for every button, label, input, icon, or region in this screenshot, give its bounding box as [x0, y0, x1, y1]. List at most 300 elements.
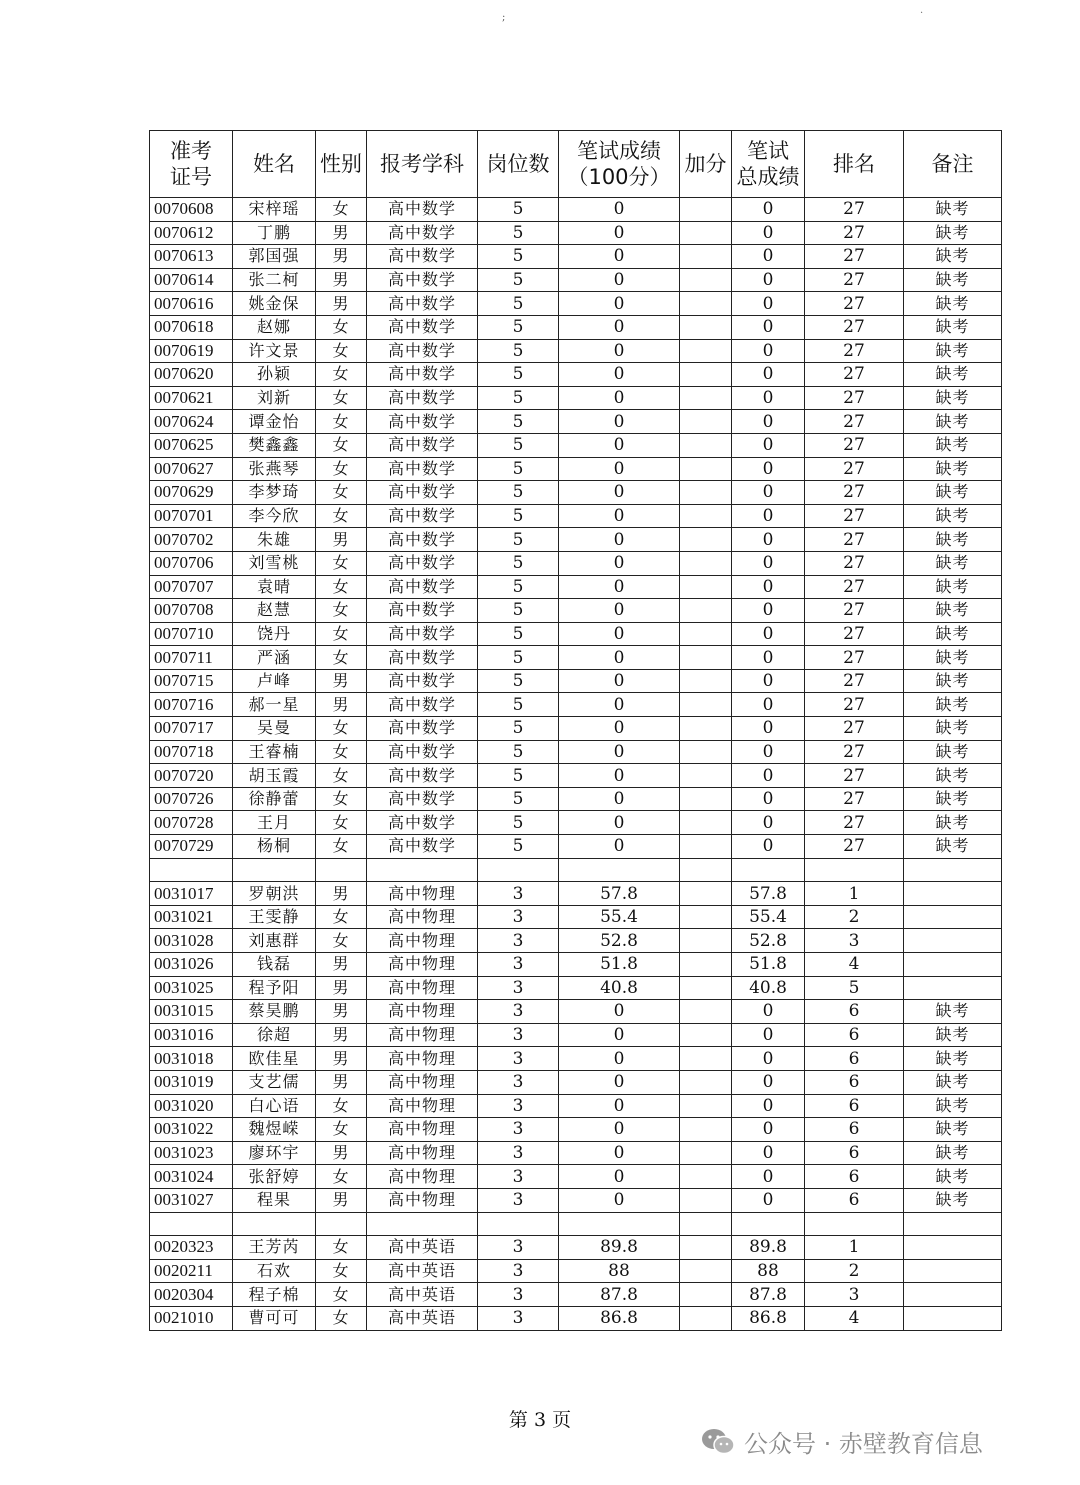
positions-cell: 5: [478, 363, 559, 387]
total-score-cell: 0: [732, 1094, 805, 1118]
subject-cell: 高中数学: [367, 245, 478, 269]
exam-id-cell: [150, 858, 233, 882]
subject-cell: 高中数学: [367, 622, 478, 646]
gender-cell: 女: [316, 457, 367, 481]
gender-cell: 女: [316, 1306, 367, 1330]
written-score-cell: 0: [559, 1188, 680, 1212]
col-name-header: 姓名: [233, 131, 316, 198]
bonus-cell: [680, 622, 732, 646]
rank-cell: 3: [805, 1283, 904, 1307]
candidate-name-cell: 廖环宇: [233, 1141, 316, 1165]
subject-cell: 高中数学: [367, 575, 478, 599]
rank-cell: 27: [805, 457, 904, 481]
written-score-cell: 0: [559, 1000, 680, 1024]
remark-cell: 缺考: [904, 363, 1002, 387]
table-row: [150, 198, 1002, 222]
table-row: [150, 1141, 1002, 1165]
remark-cell: 缺考: [904, 575, 1002, 599]
subject-cell: 高中数学: [367, 481, 478, 505]
bonus-cell: [680, 1141, 732, 1165]
remark-cell: 缺考: [904, 1070, 1002, 1094]
written-score-cell: 0: [559, 693, 680, 717]
table-row: [150, 410, 1002, 434]
gender-cell: 男: [316, 245, 367, 269]
remark-cell: 缺考: [904, 693, 1002, 717]
bonus-cell: [680, 292, 732, 316]
remark-cell: 缺考: [904, 315, 1002, 339]
exam-id-cell: 0070613: [150, 245, 233, 269]
gender-cell: 女: [316, 198, 367, 222]
exam-id-cell: 0070614: [150, 268, 233, 292]
col-subject-header: 报考学科: [367, 131, 478, 198]
rank-cell: 27: [805, 198, 904, 222]
total-score-cell: [732, 858, 805, 882]
rank-cell: 27: [805, 363, 904, 387]
remark-cell: [904, 1283, 1002, 1307]
gender-cell: 男: [316, 1047, 367, 1071]
written-score-cell: 0: [559, 481, 680, 505]
total-score-cell: 0: [732, 433, 805, 457]
exam-id-cell: 0070612: [150, 221, 233, 245]
candidate-name-cell: 饶丹: [233, 622, 316, 646]
positions-cell: 5: [478, 575, 559, 599]
gender-cell: 女: [316, 410, 367, 434]
table-row: [150, 669, 1002, 693]
positions-cell: 5: [478, 481, 559, 505]
rank-cell: 27: [805, 410, 904, 434]
positions-cell: 5: [478, 339, 559, 363]
bonus-cell: [680, 268, 732, 292]
subject-cell: 高中物理: [367, 1094, 478, 1118]
exam-id-cell: 0031021: [150, 905, 233, 929]
exam-id-cell: 0031019: [150, 1070, 233, 1094]
positions-cell: 3: [478, 1236, 559, 1260]
remark-cell: 缺考: [904, 221, 1002, 245]
positions-cell: 5: [478, 740, 559, 764]
gender-cell: 男: [316, 1141, 367, 1165]
table-row: [150, 1306, 1002, 1330]
bonus-cell: [680, 953, 732, 977]
table-row: [150, 292, 1002, 316]
gender-cell: 女: [316, 481, 367, 505]
gender-cell: 男: [316, 1070, 367, 1094]
positions-cell: 3: [478, 953, 559, 977]
table-row: [150, 622, 1002, 646]
subject-cell: 高中数学: [367, 551, 478, 575]
subject-cell: 高中数学: [367, 646, 478, 670]
table-row: [150, 740, 1002, 764]
subject-cell: 高中物理: [367, 929, 478, 953]
rank-cell: 27: [805, 528, 904, 552]
exam-id-cell: 0070726: [150, 787, 233, 811]
remark-cell: 缺考: [904, 292, 1002, 316]
table-row: [150, 504, 1002, 528]
positions-cell: 5: [478, 693, 559, 717]
gender-cell: 女: [316, 905, 367, 929]
gender-cell: 女: [316, 717, 367, 741]
positions-cell: 5: [478, 528, 559, 552]
remark-cell: 缺考: [904, 1141, 1002, 1165]
candidate-name-cell: 卢峰: [233, 669, 316, 693]
candidate-name-cell: 徐静蕾: [233, 787, 316, 811]
candidate-name-cell: 欧佳星: [233, 1047, 316, 1071]
gender-cell: 男: [316, 292, 367, 316]
subject-cell: 高中英语: [367, 1236, 478, 1260]
exam-id-cell: 0070708: [150, 599, 233, 623]
bonus-cell: [680, 1118, 732, 1142]
bonus-cell: [680, 504, 732, 528]
table-row: [150, 717, 1002, 741]
candidate-name-cell: 王睿楠: [233, 740, 316, 764]
table-row: [150, 551, 1002, 575]
watermark-text: 公众号 · 赤壁教育信息: [744, 1430, 983, 1458]
written-score-cell: 0: [559, 292, 680, 316]
candidate-name-cell: 朱雄: [233, 528, 316, 552]
bonus-cell: [680, 551, 732, 575]
written-score-cell: 0: [559, 504, 680, 528]
subject-cell: 高中物理: [367, 1047, 478, 1071]
rank-cell: 27: [805, 386, 904, 410]
subject-cell: 高中数学: [367, 835, 478, 859]
gender-cell: 女: [316, 1165, 367, 1189]
table-row: [150, 1023, 1002, 1047]
remark-cell: [904, 1259, 1002, 1283]
bonus-cell: [680, 363, 732, 387]
gender-cell: 女: [316, 764, 367, 788]
gender-cell: 男: [316, 1188, 367, 1212]
total-score-cell: 0: [732, 1000, 805, 1024]
candidate-name-cell: 张二柯: [233, 268, 316, 292]
table-row: [150, 433, 1002, 457]
positions-cell: 5: [478, 221, 559, 245]
bonus-cell: [680, 221, 732, 245]
total-score-cell: 57.8: [732, 882, 805, 906]
exam-id-cell: 0031028: [150, 929, 233, 953]
table-row: [150, 1188, 1002, 1212]
remark-cell: 缺考: [904, 528, 1002, 552]
written-score-cell: 0: [559, 764, 680, 788]
rank-cell: 6: [805, 1047, 904, 1071]
gender-cell: 男: [316, 953, 367, 977]
remark-cell: 缺考: [904, 410, 1002, 434]
exam-id-cell: 0031018: [150, 1047, 233, 1071]
remark-cell: 缺考: [904, 481, 1002, 505]
col-gender-header: 性别: [316, 131, 367, 198]
candidate-name-cell: 许文景: [233, 339, 316, 363]
positions-cell: 3: [478, 1306, 559, 1330]
total-score-cell: 89.8: [732, 1236, 805, 1260]
table-body: [150, 198, 1002, 1331]
positions-cell: 5: [478, 811, 559, 835]
bonus-cell: [680, 835, 732, 859]
gender-cell: 女: [316, 1118, 367, 1142]
rank-cell: 27: [805, 693, 904, 717]
exam-id-cell: 0070629: [150, 481, 233, 505]
table-row: [150, 1000, 1002, 1024]
written-score-cell: 0: [559, 1118, 680, 1142]
remark-cell: [904, 882, 1002, 906]
rank-cell: 2: [805, 1259, 904, 1283]
exam-id-cell: 0070707: [150, 575, 233, 599]
total-score-cell: 0: [732, 268, 805, 292]
exam-id-cell: 0031015: [150, 1000, 233, 1024]
bonus-cell: [680, 1094, 732, 1118]
table-row: [150, 835, 1002, 859]
bonus-cell: [680, 599, 732, 623]
rank-cell: 4: [805, 953, 904, 977]
exam-id-cell: 0070701: [150, 504, 233, 528]
total-score-cell: 0: [732, 1141, 805, 1165]
separator-row: [150, 858, 1002, 882]
total-score-cell: 0: [732, 245, 805, 269]
written-score-cell: 0: [559, 1141, 680, 1165]
positions-cell: 3: [478, 1188, 559, 1212]
total-score-cell: 0: [732, 622, 805, 646]
rank-cell: 27: [805, 646, 904, 670]
bonus-cell: [680, 740, 732, 764]
subject-cell: 高中数学: [367, 292, 478, 316]
positions-cell: 3: [478, 976, 559, 1000]
candidate-name-cell: 赵慧: [233, 599, 316, 623]
candidate-name-cell: 袁晴: [233, 575, 316, 599]
remark-cell: 缺考: [904, 457, 1002, 481]
total-score-cell: [732, 1212, 805, 1236]
bonus-cell: [680, 929, 732, 953]
positions-cell: 3: [478, 1259, 559, 1283]
candidate-name-cell: 魏煜嵘: [233, 1118, 316, 1142]
written-score-cell: 0: [559, 1023, 680, 1047]
total-score-cell: 88: [732, 1259, 805, 1283]
bonus-cell: [680, 717, 732, 741]
table-row: [150, 315, 1002, 339]
bonus-cell: [680, 1283, 732, 1307]
candidate-name-cell: [233, 858, 316, 882]
total-score-cell: 0: [732, 1165, 805, 1189]
remark-cell: [904, 929, 1002, 953]
exam-id-cell: 0031026: [150, 953, 233, 977]
subject-cell: 高中数学: [367, 504, 478, 528]
remark-cell: 缺考: [904, 622, 1002, 646]
table-row: [150, 221, 1002, 245]
candidate-name-cell: 王月: [233, 811, 316, 835]
positions-cell: 5: [478, 551, 559, 575]
bonus-cell: [680, 905, 732, 929]
bonus-cell: [680, 787, 732, 811]
subject-cell: 高中物理: [367, 953, 478, 977]
total-score-cell: 0: [732, 1070, 805, 1094]
table-row: [150, 363, 1002, 387]
candidate-name-cell: 樊鑫鑫: [233, 433, 316, 457]
total-score-cell: 0: [732, 787, 805, 811]
exam-id-cell: 0070618: [150, 315, 233, 339]
bonus-cell: [680, 1236, 732, 1260]
total-score-cell: 0: [732, 1118, 805, 1142]
gender-cell: 男: [316, 528, 367, 552]
bonus-cell: [680, 976, 732, 1000]
candidate-name-cell: 曹可可: [233, 1306, 316, 1330]
exam-id-cell: 0031023: [150, 1141, 233, 1165]
gender-cell: 男: [316, 693, 367, 717]
bonus-cell: [680, 811, 732, 835]
candidate-name-cell: 吴曼: [233, 717, 316, 741]
rank-cell: 6: [805, 1188, 904, 1212]
rank-cell: 27: [805, 339, 904, 363]
total-score-cell: 0: [732, 528, 805, 552]
candidate-name-cell: 姚金保: [233, 292, 316, 316]
total-score-cell: 0: [732, 504, 805, 528]
gender-cell: 女: [316, 599, 367, 623]
table-row: [150, 1094, 1002, 1118]
bonus-cell: [680, 339, 732, 363]
table-row: [150, 575, 1002, 599]
remark-cell: 缺考: [904, 1023, 1002, 1047]
remark-cell: 缺考: [904, 1118, 1002, 1142]
table-row: [150, 764, 1002, 788]
bonus-cell: [680, 669, 732, 693]
written-score-cell: 0: [559, 740, 680, 764]
subject-cell: 高中数学: [367, 811, 478, 835]
positions-cell: 5: [478, 646, 559, 670]
written-score-cell: 0: [559, 528, 680, 552]
table-row: [150, 929, 1002, 953]
exam-id-cell: 0031025: [150, 976, 233, 1000]
bonus-cell: [680, 198, 732, 222]
exam-id-cell: 0070608: [150, 198, 233, 222]
bonus-cell: [680, 410, 732, 434]
subject-cell: 高中数学: [367, 386, 478, 410]
gender-cell: 女: [316, 504, 367, 528]
candidate-name-cell: 王雯静: [233, 905, 316, 929]
candidate-name-cell: 支艺儒: [233, 1070, 316, 1094]
remark-cell: [904, 976, 1002, 1000]
gender-cell: 女: [316, 740, 367, 764]
rank-cell: 27: [805, 764, 904, 788]
gender-cell: 男: [316, 1023, 367, 1047]
bonus-cell: [680, 528, 732, 552]
rank-cell: [805, 858, 904, 882]
total-score-cell: 0: [732, 386, 805, 410]
gender-cell: 女: [316, 1259, 367, 1283]
written-score-cell: 0: [559, 575, 680, 599]
remark-cell: 缺考: [904, 835, 1002, 859]
gender-cell: 女: [316, 363, 367, 387]
bonus-cell: [680, 858, 732, 882]
remark-cell: 缺考: [904, 504, 1002, 528]
exam-id-cell: 0021010: [150, 1306, 233, 1330]
candidate-name-cell: 程果: [233, 1188, 316, 1212]
bonus-cell: [680, 1070, 732, 1094]
rank-cell: 27: [805, 599, 904, 623]
positions-cell: 3: [478, 1047, 559, 1071]
written-score-cell: 0: [559, 339, 680, 363]
positions-cell: 5: [478, 386, 559, 410]
bonus-cell: [680, 646, 732, 670]
gender-cell: [316, 1212, 367, 1236]
exam-id-cell: 0031017: [150, 882, 233, 906]
positions-cell: 5: [478, 717, 559, 741]
subject-cell: 高中英语: [367, 1283, 478, 1307]
exam-id-cell: 0070720: [150, 764, 233, 788]
subject-cell: 高中数学: [367, 787, 478, 811]
remark-cell: 缺考: [904, 740, 1002, 764]
exam-id-cell: 0031022: [150, 1118, 233, 1142]
exam-id-cell: 0070715: [150, 669, 233, 693]
rank-cell: 27: [805, 669, 904, 693]
written-score-cell: 0: [559, 198, 680, 222]
positions-cell: 3: [478, 1141, 559, 1165]
table-row: [150, 976, 1002, 1000]
table-row: [150, 386, 1002, 410]
rank-cell: [805, 1212, 904, 1236]
exam-id-cell: 0070621: [150, 386, 233, 410]
written-score-cell: 0: [559, 1047, 680, 1071]
total-score-cell: 0: [732, 669, 805, 693]
total-score-cell: 87.8: [732, 1283, 805, 1307]
candidate-name-cell: 张舒婷: [233, 1165, 316, 1189]
exam-id-cell: 0031027: [150, 1188, 233, 1212]
positions-cell: 5: [478, 764, 559, 788]
table-row: [150, 1047, 1002, 1071]
gender-cell: 女: [316, 787, 367, 811]
written-score-cell: [559, 858, 680, 882]
subject-cell: 高中数学: [367, 740, 478, 764]
bonus-cell: [680, 693, 732, 717]
total-score-cell: 0: [732, 717, 805, 741]
bonus-cell: [680, 1212, 732, 1236]
rank-cell: 6: [805, 1070, 904, 1094]
exam-id-cell: 0031016: [150, 1023, 233, 1047]
remark-cell: 缺考: [904, 669, 1002, 693]
total-score-cell: 0: [732, 457, 805, 481]
gender-cell: [316, 858, 367, 882]
gender-cell: 女: [316, 1236, 367, 1260]
rank-cell: 27: [805, 292, 904, 316]
candidate-name-cell: 刘惠群: [233, 929, 316, 953]
written-score-cell: 0: [559, 363, 680, 387]
scan-artifact: ;: [502, 12, 506, 23]
remark-cell: 缺考: [904, 386, 1002, 410]
gender-cell: 男: [316, 882, 367, 906]
positions-cell: 5: [478, 410, 559, 434]
bonus-cell: [680, 457, 732, 481]
rank-cell: 27: [805, 835, 904, 859]
exam-id-cell: 0070625: [150, 433, 233, 457]
remark-cell: [904, 858, 1002, 882]
total-score-cell: 55.4: [732, 905, 805, 929]
subject-cell: 高中物理: [367, 1141, 478, 1165]
bonus-cell: [680, 764, 732, 788]
remark-cell: 缺考: [904, 245, 1002, 269]
positions-cell: 5: [478, 835, 559, 859]
col-written-score-header: 笔试成绩 （100分）: [559, 131, 680, 198]
table-row: [150, 339, 1002, 363]
positions-cell: 5: [478, 433, 559, 457]
written-score-cell: 0: [559, 410, 680, 434]
col-bonus-header: 加分: [680, 131, 732, 198]
positions-cell: 3: [478, 1000, 559, 1024]
exam-id-cell: [150, 1212, 233, 1236]
total-score-cell: 0: [732, 221, 805, 245]
subject-cell: 高中数学: [367, 410, 478, 434]
subject-cell: 高中数学: [367, 315, 478, 339]
remark-cell: [904, 905, 1002, 929]
col-remark-header: 备注: [904, 131, 1002, 198]
subject-cell: 高中数学: [367, 693, 478, 717]
remark-cell: 缺考: [904, 1000, 1002, 1024]
candidate-name-cell: 石欢: [233, 1259, 316, 1283]
rank-cell: 27: [805, 504, 904, 528]
table-row: [150, 457, 1002, 481]
